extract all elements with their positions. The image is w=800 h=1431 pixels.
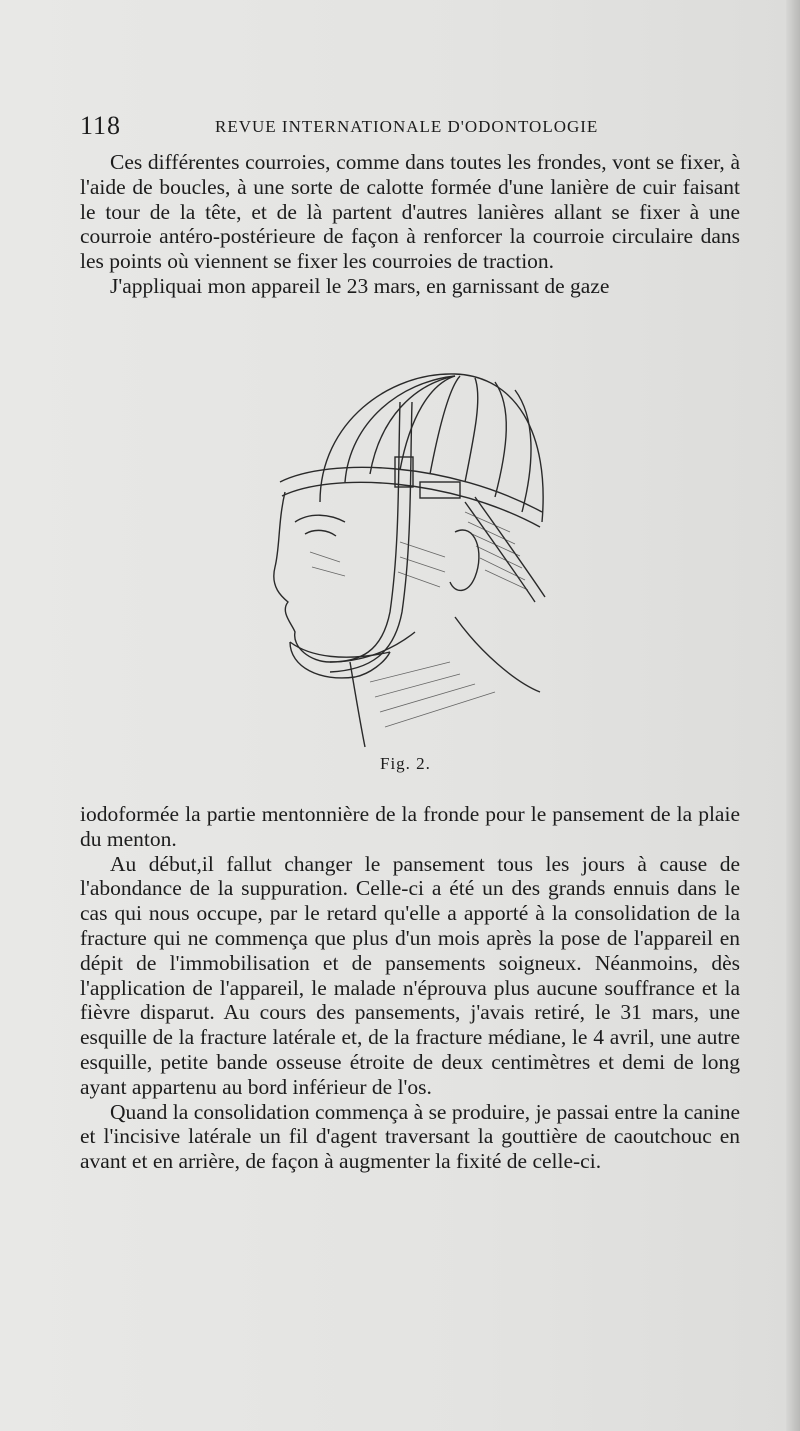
- text-block-top: [80, 150, 740, 299]
- figure-caption: Fig. 2.: [380, 754, 431, 773]
- paragraph: Quand la consolidation commença à se produire, je passai entre la canine et l'incisive latérale un fil d'agent traversant la gouttière de caoutchouc en avant et en arrière, de façon à augmenter la fixité de celle-ci.: [80, 1099, 740, 1174]
- page-edge: [786, 0, 800, 1431]
- text-block-bottom: [80, 802, 740, 1174]
- head-sling-engraving: [250, 362, 570, 762]
- paragraph: J'appliquai mon appareil le 23 mars, en garnissant de gaze: [110, 273, 610, 298]
- figure-head-sling-illustration: [250, 362, 570, 762]
- running-title: REVUE INTERNATIONALE D'ODONTOLOGIE: [215, 117, 599, 136]
- paragraph: iodoformée la partie mentonnière de la fronde pour le pansement de la plaie du menton.: [80, 802, 740, 851]
- paragraph: Au début,il fallut changer le pansement tous les jours à cause de l'abondance de la suppuration. Celle-ci a été un des grands ennuis dans le cas qui nous occupe, par le retard qu'elle a apporté à la consolidation de la fracture qui ne commença que plus d'un mois après la pose de l'appareil en dépit de l'immobilisation et de pansements soigneux. Néanmoins, dès l'application de l'appareil, le malade n'éprouva plus aucune souffrance et la fièvre disparut. Au cours des pansements, j'avais retiré, le 31 mars, une esquille de la fracture latérale et, de la fracture médiane, le 4 avril, une autre esquille, petite bande osseuse étroite de deux centimètres et demi de long ayant appartenu au bord inférieur de l'os.: [80, 851, 740, 1099]
- paragraph: Ces différentes courroies, comme dans toutes les frondes, vont se fixer, à l'aide de boucles, à une sorte de calotte formée d'une lanière de cuir faisant le tour de la tête, et de là partent d'autres lanières allant se fixer à une courroie antéro-postérieure de façon à renforcer la courroie circulaire dans les points où viennent se fixer les courroies de traction.: [80, 150, 740, 274]
- page-header: [80, 108, 740, 144]
- page-number: 118: [80, 111, 122, 140]
